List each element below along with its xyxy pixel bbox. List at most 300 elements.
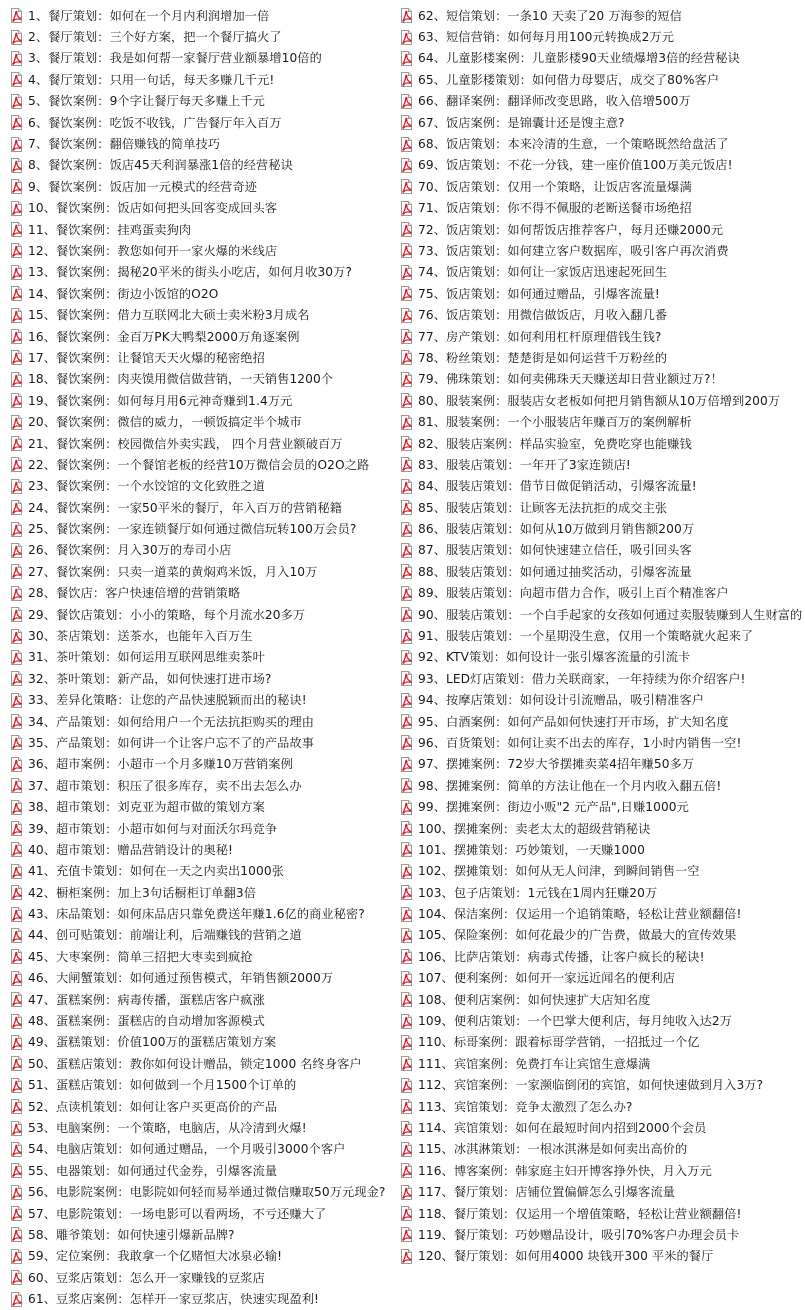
pdf-file-icon (10, 1121, 23, 1136)
file-list-item[interactable] (400, 1096, 803, 1117)
file-list-item[interactable] (10, 219, 402, 240)
file-name-label: 8、餐饮案例：饭店45天利润暴涨1倍的经营秘诀 (28, 158, 293, 173)
file-list-item[interactable] (10, 1181, 402, 1202)
file-list-item[interactable] (400, 390, 803, 411)
file-list-item[interactable] (400, 1181, 803, 1202)
file-name-label: 21、餐饮案例：校园微信外卖实践， 四个月营业额破百万 (28, 436, 343, 451)
pdf-file-icon (400, 1227, 413, 1242)
pdf-file-icon (10, 243, 23, 258)
pdf-file-icon (10, 350, 23, 365)
file-list-item[interactable] (10, 625, 402, 646)
file-list-item[interactable] (400, 283, 803, 304)
file-name-label: 109、便利店策划：一个巴掌大便利店，每月纯收入达2万 (418, 1014, 733, 1029)
file-list-item[interactable] (10, 518, 402, 539)
file-list-item[interactable] (400, 968, 803, 989)
pdf-file-icon (400, 1249, 413, 1264)
file-name-label: 46、大闸蟹策划：如何通过预售模式，年销售额2000万 (28, 971, 334, 986)
pdf-file-icon (400, 243, 413, 258)
file-list-item[interactable] (10, 1246, 402, 1267)
pdf-file-icon (400, 30, 413, 45)
pdf-file-icon (10, 51, 23, 66)
pdf-file-icon (400, 629, 413, 644)
file-list-right-column (400, 5, 803, 1267)
pdf-file-icon (400, 992, 413, 1007)
pdf-file-icon (10, 971, 23, 986)
file-name-label: 26、餐饮案例：月入30万的寿司小店 (28, 543, 232, 558)
pdf-file-icon (400, 522, 413, 537)
pdf-file-icon (10, 415, 23, 430)
pdf-file-icon (400, 1121, 413, 1136)
pdf-file-icon (10, 1014, 23, 1029)
file-name-label: 94、按摩店策划：如何设计引流赠品，吸引精准客户 (418, 693, 705, 708)
file-list-item[interactable] (10, 989, 402, 1010)
file-list-item[interactable] (10, 561, 402, 582)
file-list-item[interactable] (400, 198, 803, 219)
pdf-file-icon (400, 51, 413, 66)
file-list-item[interactable] (10, 1224, 402, 1245)
file-list-item[interactable] (10, 390, 402, 411)
file-name-label: 15、餐饮案例：借力互联网北大硕士卖米粉3月成名 (28, 308, 310, 323)
pdf-file-icon (400, 222, 413, 237)
pdf-file-icon (10, 1206, 23, 1221)
pdf-file-icon (10, 607, 23, 622)
pdf-file-icon (10, 8, 23, 23)
file-name-label: 69、饭店策划：不花一分钱，建一座价值100万美元饭店! (418, 158, 733, 173)
file-list-item[interactable] (10, 1160, 402, 1181)
file-list-item[interactable] (10, 304, 402, 325)
file-list-item[interactable] (400, 561, 803, 582)
file-list-item[interactable] (10, 48, 402, 69)
file-name-label: 108、便利店案例：如何快速扩大店知名度 (418, 992, 651, 1007)
file-list-item[interactable] (10, 91, 402, 112)
pdf-file-icon (10, 735, 23, 750)
file-list-item[interactable] (10, 133, 402, 154)
file-name-label: 33、差异化策略：让您的产品快速脱颖而出的秘诀! (28, 693, 307, 708)
file-name-label: 40、超市策划：赠品营销设计的奥秘! (28, 842, 234, 857)
pdf-file-icon (400, 1185, 413, 1200)
file-name-label: 14、餐饮案例：街边小饭馆的O2O (28, 286, 219, 301)
file-list-item[interactable] (10, 925, 402, 946)
file-name-label: 95、白酒案例：如何产品如何快速打开市场，扩大知名度 (418, 714, 729, 729)
file-name-label: 41、充值卡策划：如何在一天之内卖出1000张 (28, 864, 285, 879)
pdf-file-icon (400, 457, 413, 472)
file-list-item[interactable] (10, 754, 402, 775)
file-list-item[interactable] (400, 903, 803, 924)
file-name-label: 32、茶叶策划：新产品，如何快速打进市场? (28, 671, 272, 686)
file-list-item[interactable] (400, 732, 803, 753)
file-name-label: 6、餐饮案例：吃饭不收钱，广告餐厅年入百万 (28, 115, 282, 130)
file-list-item[interactable] (400, 262, 803, 283)
file-list-item[interactable] (10, 176, 402, 197)
pdf-file-icon (400, 415, 413, 430)
file-name-label: 83、服装店策划：一年开了3家连锁店! (418, 457, 631, 472)
file-list-item[interactable] (400, 369, 803, 390)
file-list-item[interactable] (400, 989, 803, 1010)
pdf-file-icon (10, 1292, 23, 1307)
file-name-label: 105、保险案例：如何花最少的广告费，做最大的宣传效果 (418, 928, 737, 943)
file-list-item[interactable] (400, 347, 803, 368)
pdf-file-icon (10, 30, 23, 45)
file-list-item[interactable] (10, 775, 402, 796)
file-list-item[interactable] (400, 155, 803, 176)
file-list-item[interactable] (10, 647, 402, 668)
file-list-item[interactable] (10, 1053, 402, 1074)
file-list-item[interactable] (10, 1267, 402, 1288)
file-name-label: 54、电脑店策划：如何通过赠品，一个月吸引3000个客户 (28, 1142, 346, 1157)
file-list-item[interactable] (10, 433, 402, 454)
file-name-label: 50、蛋糕店策划：教你如何设计赠品，锁定1000 名终身客户 (28, 1056, 362, 1071)
file-name-label: 88、服装店策划：如何通过抽奖活动，引爆客流量 (418, 564, 692, 579)
file-name-label: 23、餐饮案例：一个水饺馆的文化致胜之道 (28, 479, 265, 494)
file-list-item[interactable] (10, 476, 402, 497)
file-list-item[interactable] (10, 796, 402, 817)
file-list-item[interactable] (10, 1117, 402, 1138)
file-name-label: 96、百货策划：如何让卖不出去的库存，1小时内销售一空! (418, 735, 742, 750)
file-list-item[interactable] (400, 219, 803, 240)
pdf-file-icon (10, 564, 23, 579)
file-list-item[interactable] (400, 454, 803, 475)
file-name-label: 118、餐厅策划：仅运用一个增值策略，轻松让营业额翻倍! (418, 1206, 742, 1221)
file-name-label: 99、摆摊案例：街边小贩"2 元产品",日赚1000元 (418, 800, 689, 815)
file-name-label: 112、宾馆案例：一家濒临倒闭的宾馆，如何快速做到月入3万? (418, 1078, 764, 1093)
pdf-file-icon (400, 1163, 413, 1178)
file-list-item[interactable] (10, 155, 402, 176)
file-name-label: 20、餐饮案例：微信的威力，一顿饭搞定半个城市 (28, 415, 302, 430)
pdf-file-icon (400, 1078, 413, 1093)
file-list-item[interactable] (400, 1010, 803, 1031)
pdf-file-icon (400, 265, 413, 280)
file-list-item[interactable] (400, 861, 803, 882)
pdf-file-icon (10, 436, 23, 451)
file-list-item[interactable] (10, 946, 402, 967)
file-name-label: 55、电器策划：如何通过代金券，引爆客流量 (28, 1163, 278, 1178)
file-list-item[interactable] (10, 283, 402, 304)
file-list-item[interactable] (10, 1203, 402, 1224)
file-name-label: 43、床品策划：如何床品店只靠免费送年赚1.6亿的商业秘密? (28, 907, 365, 922)
file-name-label: 120、餐厅策划：如何用4000 块钱开300 平米的餐厅 (418, 1249, 714, 1264)
file-list-item[interactable] (10, 369, 402, 390)
file-list-left-column (10, 5, 402, 1310)
file-name-label: 16、餐饮案例：金百万PK大鸭梨2000万角逐案例 (28, 329, 300, 344)
pdf-file-icon (400, 72, 413, 87)
file-name-label: 78、粉丝策划：楚楚街是如何运营千万粉丝的 (418, 350, 668, 365)
file-list-item[interactable] (10, 839, 402, 860)
file-name-label: 52、点读机策划：如何让客户买更高价的产品 (28, 1099, 278, 1114)
file-name-label: 73、饭店策划：如何建立客户数据库，吸引客户再次消费 (418, 243, 729, 258)
file-list-item[interactable] (400, 754, 803, 775)
file-name-label: 25、餐饮案例：一家连锁餐厅如何通过微信玩转100万会员? (28, 522, 357, 537)
file-name-label: 60、豆浆店策划：怎么开一家赚钱的豆浆店 (28, 1270, 265, 1285)
pdf-file-icon (10, 864, 23, 879)
pdf-file-icon (400, 800, 413, 815)
file-name-label: 72、饭店策划：如何帮饭店推荐客户，每月还赚2000元 (418, 222, 724, 237)
pdf-file-icon (400, 671, 413, 686)
file-list-item[interactable] (10, 69, 402, 90)
pdf-file-icon (400, 94, 413, 109)
pdf-file-icon (10, 372, 23, 387)
file-name-label: 97、摆摊案例：72岁大爷摆摊卖菜4招年赚50多万 (418, 757, 695, 772)
file-list-item[interactable] (10, 861, 402, 882)
file-list-item[interactable] (10, 583, 402, 604)
pdf-file-icon (10, 179, 23, 194)
file-list-item[interactable] (400, 476, 803, 497)
file-list-item[interactable] (400, 1075, 803, 1096)
file-name-label: 22、餐饮案例：一个餐馆老板的经营10万微信会员的O2O之路 (28, 457, 370, 472)
pdf-file-icon (10, 928, 23, 943)
pdf-file-icon (10, 949, 23, 964)
file-list-item[interactable] (400, 518, 803, 539)
file-name-label: 19、餐饮案例：如何每月用6元神奇赚到1.4万元 (28, 393, 293, 408)
file-list-item[interactable] (10, 668, 402, 689)
file-name-label: 81、服装案例：一个小服装店年赚百万的案例解析 (418, 415, 692, 430)
file-name-label: 71、饭店策划：你不得不佩服的老断送餐市场绝招 (418, 201, 692, 216)
pdf-file-icon (10, 72, 23, 87)
file-name-label: 62、短信策划：一条10 天卖了20 万海参的短信 (418, 8, 682, 23)
pdf-file-icon (10, 286, 23, 301)
pdf-file-icon (10, 992, 23, 1007)
file-list-item[interactable] (10, 1075, 402, 1096)
file-list-item[interactable] (10, 540, 402, 561)
file-list-item[interactable] (400, 411, 803, 432)
pdf-file-icon (400, 693, 413, 708)
file-name-label: 93、LED灯店策划：借力关联商家，一年持续为你介绍客户! (418, 671, 746, 686)
file-name-label: 5、餐饮案例：9个字让餐厅每天多赚上千元 (28, 94, 265, 109)
pdf-file-icon (400, 393, 413, 408)
file-list-item[interactable] (400, 326, 803, 347)
pdf-file-icon (400, 137, 413, 152)
file-name-label: 82、服装店案例：样品实验室，免费吃穿也能赚钱 (418, 436, 692, 451)
pdf-file-icon (10, 842, 23, 857)
file-name-label: 117、餐厅策划：店铺位置偏僻怎么引爆客流量 (418, 1185, 676, 1200)
file-list-item[interactable] (400, 818, 803, 839)
file-name-label: 89、服装店策划：向超市借力合作，吸引上百个精准客户 (418, 586, 729, 601)
file-list-item[interactable] (400, 112, 803, 133)
file-list-item[interactable] (10, 604, 402, 625)
pdf-file-icon (400, 607, 413, 622)
file-list-item[interactable] (10, 1288, 402, 1309)
file-name-label: 74、饭店策划：如何让一家饭店迅速起死回生 (418, 265, 668, 280)
file-name-label: 114、宾馆策划：如何在最短时间内招到2000个会员 (418, 1121, 707, 1135)
pdf-file-icon (400, 115, 413, 130)
pdf-file-icon (10, 671, 23, 686)
file-list-item[interactable] (400, 304, 803, 325)
file-list-item[interactable] (400, 1246, 803, 1267)
file-list-item[interactable] (10, 240, 402, 261)
file-name-label: 116、博客案例：韩家庭主妇开博客挣外快，月入万元 (418, 1163, 712, 1178)
file-list-item[interactable] (10, 1032, 402, 1053)
pdf-file-icon (10, 1227, 23, 1242)
pdf-file-icon (10, 1035, 23, 1050)
file-list-item[interactable] (400, 796, 803, 817)
file-list-item[interactable] (10, 347, 402, 368)
pdf-file-icon (10, 543, 23, 558)
file-list-item[interactable] (10, 1096, 402, 1117)
file-list-item[interactable] (400, 647, 803, 668)
file-name-label: 13、餐饮案例：揭秘20平米的街头小吃店，如何月收30万? (28, 265, 353, 280)
file-list-item[interactable] (400, 1160, 803, 1181)
file-list-item[interactable] (10, 497, 402, 518)
file-list-item[interactable] (400, 775, 803, 796)
file-list-item[interactable] (400, 540, 803, 561)
pdf-file-icon (400, 436, 413, 451)
file-list-item[interactable] (10, 5, 402, 26)
pdf-file-icon (10, 629, 23, 644)
pdf-file-icon (400, 158, 413, 173)
file-list-item[interactable] (400, 1203, 803, 1224)
file-name-label: 42、橱柜案例：加上3句话橱柜订单翻3倍 (28, 885, 257, 900)
pdf-file-icon (10, 1163, 23, 1178)
pdf-file-icon (400, 735, 413, 750)
file-name-label: 44、创可贴策划：前端让利，后端赚钱的营销之道 (28, 928, 302, 943)
file-name-label: 86、服装店策划：如何从10万做到月销售额200万 (418, 522, 695, 537)
pdf-file-icon (400, 821, 413, 836)
file-list-item[interactable] (10, 326, 402, 347)
file-list-item[interactable] (400, 925, 803, 946)
file-list-item[interactable] (400, 711, 803, 732)
file-list-item[interactable] (400, 176, 803, 197)
file-list-item[interactable] (400, 1139, 803, 1160)
file-name-label: 103、包子店策划：1元钱在1周内狂赚20万 (418, 885, 658, 900)
pdf-file-icon (10, 393, 23, 408)
file-list-item[interactable] (10, 818, 402, 839)
file-list-item[interactable] (400, 497, 803, 518)
file-list-item[interactable] (10, 882, 402, 903)
pdf-file-icon (400, 8, 413, 23)
pdf-file-icon (400, 1056, 413, 1071)
file-name-label: 84、服装店策划：借节日做促销活动，引爆客流量! (418, 479, 697, 494)
file-list-item[interactable] (400, 690, 803, 711)
file-name-label: 76、饭店策划：用微信做饭店，月收入翻几番 (418, 308, 668, 323)
file-list-item[interactable] (400, 1053, 803, 1074)
file-name-label: 4、餐厅策划：只用一句话，每天多赚几千元! (28, 72, 275, 87)
file-list-item[interactable] (400, 839, 803, 860)
file-name-label: 63、短信营销：如何每月用100元转换成2万元 (418, 30, 675, 45)
file-list-item[interactable] (10, 711, 402, 732)
file-list-item[interactable] (400, 1117, 803, 1138)
pdf-file-icon (10, 201, 23, 216)
file-name-label: 66、翻译案例：翻译师改变思路，收入倍增500万 (418, 94, 691, 109)
file-list-item[interactable] (400, 583, 803, 604)
file-name-label: 30、茶店策划：送茶水，也能年入百万生 (28, 629, 253, 644)
pdf-file-icon (400, 1035, 413, 1050)
pdf-file-icon (10, 1056, 23, 1071)
file-list-item[interactable] (400, 240, 803, 261)
pdf-file-icon (10, 757, 23, 772)
file-name-label: 18、餐饮案例：肉夹馍用微信做营销，一天销售1200个 (28, 372, 334, 387)
pdf-file-icon (10, 500, 23, 515)
pdf-file-icon (10, 586, 23, 601)
file-name-label: 90、服装店策划：一个白手起家的女孩如何通过卖服装赚到人生财富的 (418, 607, 803, 622)
file-list-item[interactable] (10, 903, 402, 924)
file-name-label: 57、电影院策划：一场电影可以看两场，不亏还赚大了 (28, 1206, 327, 1221)
file-name-label: 92、KTV策划：如何设计一张引爆客流量的引流卡 (418, 650, 691, 665)
file-name-label: 17、餐饮案例：让餐馆天天火爆的秘密绝招 (28, 350, 265, 365)
file-list-item[interactable] (10, 198, 402, 219)
file-name-label: 28、餐饮店：客户快速倍增的营销策略 (28, 586, 241, 601)
pdf-file-icon (10, 479, 23, 494)
file-list-item[interactable] (10, 1139, 402, 1160)
file-list-item[interactable] (400, 69, 803, 90)
file-list-item[interactable] (10, 454, 402, 475)
file-list-item[interactable] (400, 882, 803, 903)
file-list-item[interactable] (10, 968, 402, 989)
pdf-file-icon (400, 842, 413, 857)
file-list-item[interactable] (10, 1010, 402, 1031)
file-name-label: 45、大枣案例：简单三招把大枣卖到疯抢 (28, 949, 253, 964)
pdf-file-icon (400, 949, 413, 964)
pdf-file-icon (400, 564, 413, 579)
file-name-label: 104、保洁案例：仅运用一个追销策略，轻松让营业额翻倍! (418, 907, 742, 922)
file-list-item[interactable] (10, 112, 402, 133)
file-name-label: 75、饭店策划：如何通过赠品，引爆客流量! (418, 286, 660, 301)
file-list-item[interactable] (400, 1032, 803, 1053)
file-name-label: 119、餐厅策划：巧妙赠品设计，吸引70%客户办理会员卡 (418, 1227, 740, 1242)
file-name-label: 101、摆摊策划：巧妙策划，一天赚1000 (418, 842, 646, 857)
file-list-item[interactable] (400, 604, 803, 625)
file-name-label: 68、饭店策划：本来冷清的生意，一个策略既然给盘活了 (418, 137, 729, 152)
pdf-file-icon (400, 778, 413, 793)
file-list-item[interactable] (10, 262, 402, 283)
pdf-file-icon (400, 885, 413, 900)
pdf-file-icon (400, 907, 413, 922)
pdf-file-icon (10, 907, 23, 922)
file-list-item[interactable] (400, 26, 803, 47)
file-list-item[interactable] (400, 668, 803, 689)
file-list-item[interactable] (400, 625, 803, 646)
pdf-file-icon (10, 1142, 23, 1157)
pdf-file-icon (10, 778, 23, 793)
pdf-file-icon (10, 1099, 23, 1114)
file-name-label: 85、服装店策划：让顾客无法抗拒的成交主张 (418, 500, 668, 515)
file-name-label: 34、产品策划：如何给用户一个无法抗拒购买的理由 (28, 714, 315, 729)
file-name-label: 24、餐饮案例：一家50平米的餐厅，年入百万的营销秘籍 (28, 500, 343, 515)
pdf-file-icon (400, 586, 413, 601)
file-list-item[interactable] (10, 26, 402, 47)
file-list-item[interactable] (400, 1224, 803, 1245)
file-name-label: 29、餐饮店策划：小小的策略，每个月流水20多万 (28, 607, 306, 622)
file-name-label: 37、超市策划：积压了很多库存，卖不出去怎么办 (28, 778, 302, 793)
pdf-file-icon (400, 500, 413, 515)
file-name-label: 2、餐厅策划：三个好方案，把一个餐厅搞火了 (28, 30, 282, 45)
file-name-label: 36、超市案例：小超市一个月多赚10万营销案例 (28, 757, 293, 772)
pdf-file-icon (10, 1270, 23, 1285)
file-name-label: 65、儿童影楼策划：如何借力母婴店，成交了80%客户 (418, 72, 720, 87)
pdf-file-icon (10, 885, 23, 900)
file-list-item[interactable] (400, 946, 803, 967)
file-list-item[interactable] (10, 411, 402, 432)
pdf-file-icon (400, 1142, 413, 1157)
file-list-item[interactable] (400, 91, 803, 112)
file-list-item[interactable] (400, 48, 803, 69)
file-name-label: 56、电影院案例：电影院如何轻而易举通过微信赚取50万元现金? (28, 1185, 386, 1200)
file-list-item[interactable] (400, 133, 803, 154)
file-list-item[interactable] (400, 433, 803, 454)
pdf-file-icon (10, 1078, 23, 1093)
file-name-label: 35、产品策划：如何讲一个让客户忘不了的产品故事 (28, 735, 315, 750)
pdf-file-icon (400, 179, 413, 194)
file-list-item[interactable] (400, 5, 803, 26)
file-name-label: 3、餐厅策划：我是如何帮一家餐厅营业额暴增10倍的 (28, 51, 322, 66)
file-name-label: 7、餐饮案例：翻倍赚钱的简单技巧 (28, 137, 221, 152)
file-list-item[interactable] (10, 732, 402, 753)
pdf-file-icon (10, 308, 23, 323)
pdf-file-icon (10, 693, 23, 708)
file-name-label: 111、宾馆案例：免费打车让宾馆生意爆满 (418, 1056, 651, 1071)
pdf-file-icon (400, 350, 413, 365)
pdf-file-icon (10, 94, 23, 109)
pdf-file-icon (10, 1249, 23, 1264)
file-list-item[interactable] (10, 690, 402, 711)
